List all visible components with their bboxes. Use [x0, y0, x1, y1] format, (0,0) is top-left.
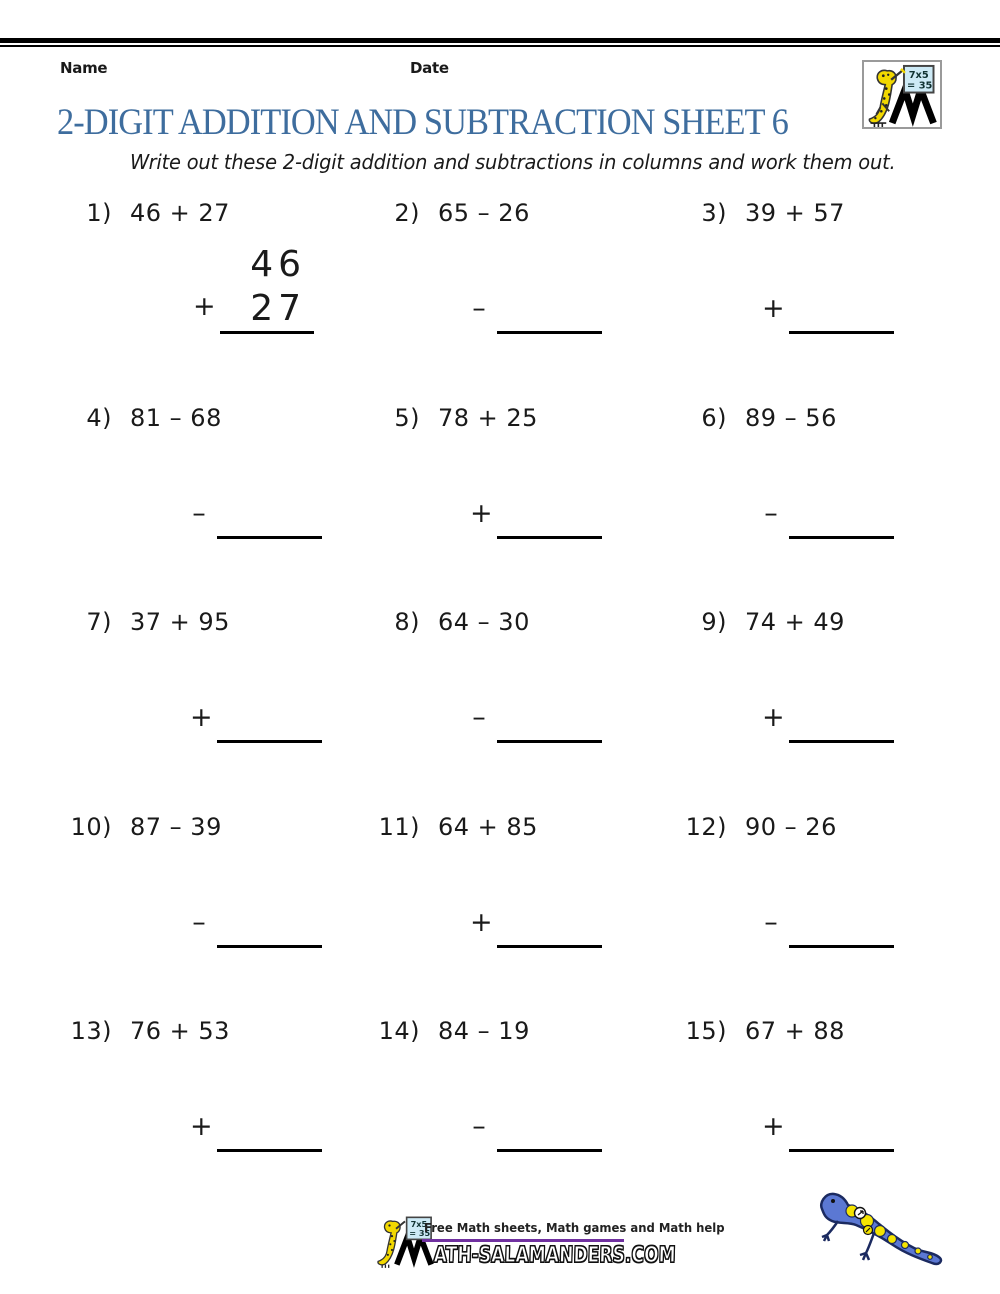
problem-cell-11 [378, 811, 678, 976]
problem-cell-13 [70, 1015, 370, 1180]
problem-expression: 76 + 53 [130, 1017, 230, 1045]
problem-cell-14 [378, 1015, 678, 1180]
problem-cell-3 [685, 197, 985, 362]
operator-sign: + [762, 702, 785, 733]
ground-marks [870, 123, 886, 127]
operator-sign: + [190, 702, 213, 733]
problem-cell-4 [70, 402, 370, 567]
svg-text:= 35: = 35 [409, 1228, 431, 1239]
operator-sign: – [472, 702, 486, 733]
problem-expression: 64 + 85 [438, 813, 538, 841]
board-text-line2: = 35 [907, 80, 933, 92]
problem-expression: 90 – 26 [745, 813, 837, 841]
header-logo [862, 60, 942, 129]
problem-number: 7) [86, 608, 112, 636]
problem-expression: 64 – 30 [438, 608, 530, 636]
salamander-easel-icon [864, 62, 940, 127]
worked-example [193, 243, 314, 334]
problem-cell-7 [70, 606, 370, 771]
problem-expression: 67 + 88 [745, 1017, 845, 1045]
operator-sign: – [764, 498, 778, 529]
problem-number: 14) [378, 1017, 420, 1045]
problem-number: 9) [701, 608, 727, 636]
problem-cell-8 [378, 606, 678, 771]
answer-line [789, 945, 894, 948]
top-rule-thick [0, 38, 1000, 43]
instruction-text: Write out these 2-digit addition and subtractions in columns and work them out. [130, 150, 896, 174]
problem-expression: 74 + 49 [745, 608, 845, 636]
problem-number: 12) [685, 813, 727, 841]
answer-line [217, 740, 322, 743]
easel-icon [892, 90, 933, 123]
operator-sign: – [764, 907, 778, 938]
top-rule-thin [0, 45, 1000, 47]
operator-sign: + [193, 291, 216, 322]
operator-sign: + [470, 907, 493, 938]
problem-number: 6) [701, 404, 727, 432]
problem-cell-6 [685, 402, 985, 567]
problem-cell-2 [378, 197, 678, 362]
answer-line [789, 331, 894, 334]
problem-number: 13) [70, 1017, 112, 1045]
answer-line [789, 740, 894, 743]
problem-expression: 81 – 68 [130, 404, 222, 432]
operator-sign: – [192, 498, 206, 529]
operator-sign: + [762, 1111, 785, 1142]
problem-cell-15 [685, 1015, 985, 1180]
purple-rule [422, 1239, 624, 1242]
problem-expression: 65 – 26 [438, 199, 530, 227]
problem-cell-9 [685, 606, 985, 771]
svg-text:7x5: 7x5 [410, 1219, 428, 1230]
blue-salamander-icon [812, 1183, 952, 1271]
problem-number: 4) [86, 404, 112, 432]
example-top-number: 46 [250, 244, 306, 285]
answer-line [217, 1149, 322, 1152]
operator-sign: – [192, 907, 206, 938]
problem-expression: 46 + 27 [130, 199, 230, 227]
problem-number: 1) [86, 199, 112, 227]
answer-line [789, 1149, 894, 1152]
problem-cell-1 [70, 197, 370, 362]
answer-line [497, 536, 602, 539]
problem-number: 11) [378, 813, 420, 841]
problem-expression: 37 + 95 [130, 608, 230, 636]
answer-line [217, 945, 322, 948]
operator-sign: + [762, 293, 785, 324]
problem-cell-10 [70, 811, 370, 976]
answer-line [497, 740, 602, 743]
answer-line [497, 331, 602, 334]
problem-expression: 39 + 57 [745, 199, 845, 227]
operator-sign: – [472, 1111, 486, 1142]
problem-cell-5 [378, 402, 678, 567]
problem-number: 5) [394, 404, 420, 432]
answer-line [789, 536, 894, 539]
front-leg [822, 1221, 838, 1241]
answer-line [497, 1149, 602, 1152]
problem-number: 10) [70, 813, 112, 841]
problem-expression: 84 – 19 [438, 1017, 530, 1045]
example-column [220, 243, 314, 334]
board-text-line1: 7x5 [908, 69, 929, 81]
problem-number: 8) [394, 608, 420, 636]
problem-expression: 87 – 39 [130, 813, 222, 841]
hind-leg [860, 1233, 874, 1260]
problem-number: 15) [685, 1017, 727, 1045]
name-label: Name [60, 59, 108, 77]
problem-expression: 89 – 56 [745, 404, 837, 432]
problem-number: 3) [701, 199, 727, 227]
operator-sign: + [470, 498, 493, 529]
eye [831, 1199, 835, 1203]
answer-line [217, 536, 322, 539]
operator-sign: – [472, 293, 486, 324]
problem-cell-12 [685, 811, 985, 976]
site-name: ATH-SALAMANDERS.COM [433, 1243, 677, 1268]
operator-sign: + [190, 1111, 213, 1142]
footer-logo [374, 1210, 725, 1270]
example-bottom-number: 27 [250, 288, 306, 329]
problem-number: 2) [394, 199, 420, 227]
footer-tagline: Free Math sheets, Math games and Math help [424, 1220, 725, 1235]
date-label: Date [410, 59, 449, 77]
answer-line [497, 945, 602, 948]
page-title: 2-DIGIT ADDITION AND SUBTRACTION SHEET 6 [57, 102, 788, 143]
problem-expression: 78 + 25 [438, 404, 538, 432]
